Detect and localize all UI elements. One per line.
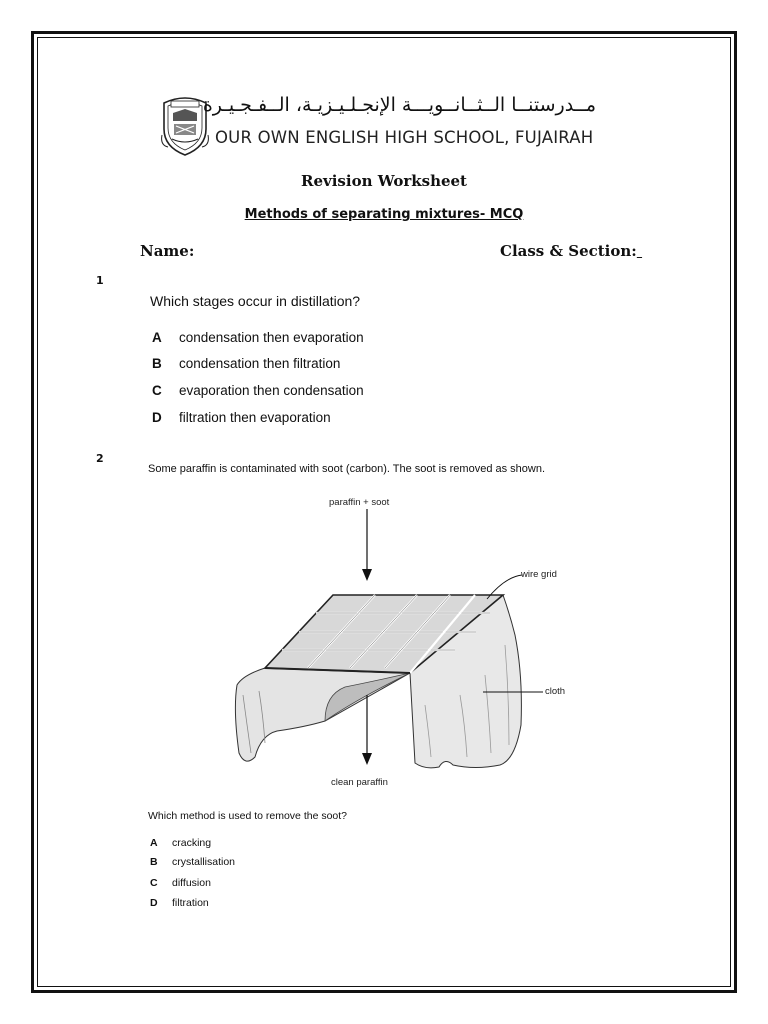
option-letter: A xyxy=(150,837,158,849)
class-section-label xyxy=(500,242,642,260)
label-wire-grid: wire grid xyxy=(521,569,557,580)
class-section-label-text: Class & Section: xyxy=(500,242,637,260)
option-letter: C xyxy=(150,877,158,889)
option-letter: B xyxy=(152,356,162,371)
option-text: evaporation then condensation xyxy=(179,383,364,398)
worksheet-subtitle-text: Methods of separating mixtures- MCQ xyxy=(244,207,524,222)
question-intro: Some paraffin is contaminated with soot (carbon). The soot is removed as shown. xyxy=(148,463,546,475)
label-clean-paraffin: clean paraffin xyxy=(331,777,388,788)
filtration-diagram xyxy=(225,495,575,795)
question-number: 2 xyxy=(96,452,104,465)
question-text: Which method is used to remove the soot? xyxy=(148,810,348,822)
name-label: Name: xyxy=(140,242,195,260)
question-text: Which stages occur in distillation? xyxy=(150,293,361,309)
option-a xyxy=(152,330,364,345)
worksheet-title: Revision Worksheet xyxy=(301,172,467,190)
option-a xyxy=(150,837,211,849)
option-text: diffusion xyxy=(172,877,211,889)
option-text: condensation then filtration xyxy=(179,356,341,371)
option-letter: B xyxy=(150,856,158,868)
option-letter: C xyxy=(152,383,162,398)
worksheet-subtitle xyxy=(0,207,768,222)
label-paraffin-soot: paraffin + soot xyxy=(329,497,390,508)
option-text: filtration xyxy=(172,897,209,909)
question-number: 1 xyxy=(96,274,104,287)
option-letter: D xyxy=(152,410,162,425)
option-d xyxy=(150,897,209,909)
option-d xyxy=(152,410,331,425)
option-c xyxy=(150,877,211,889)
option-text: filtration then evaporation xyxy=(179,410,331,425)
option-b xyxy=(152,356,340,371)
option-c xyxy=(152,383,364,398)
option-text: cracking xyxy=(172,837,212,849)
option-letter: D xyxy=(150,897,158,909)
label-cloth: cloth xyxy=(545,686,566,697)
option-text: condensation then evaporation xyxy=(179,330,364,345)
option-b xyxy=(150,856,235,868)
school-name-arabic: مــدرستنــا الــثــانــويـــة الإنجـلـيـزيـة، الــفـجـيـرة xyxy=(202,94,596,116)
school-name-english: OUR OWN ENGLISH HIGH SCHOOL, FUJAIRAH xyxy=(215,128,594,147)
option-text: crystallisation xyxy=(172,856,236,868)
option-letter: A xyxy=(152,330,162,345)
